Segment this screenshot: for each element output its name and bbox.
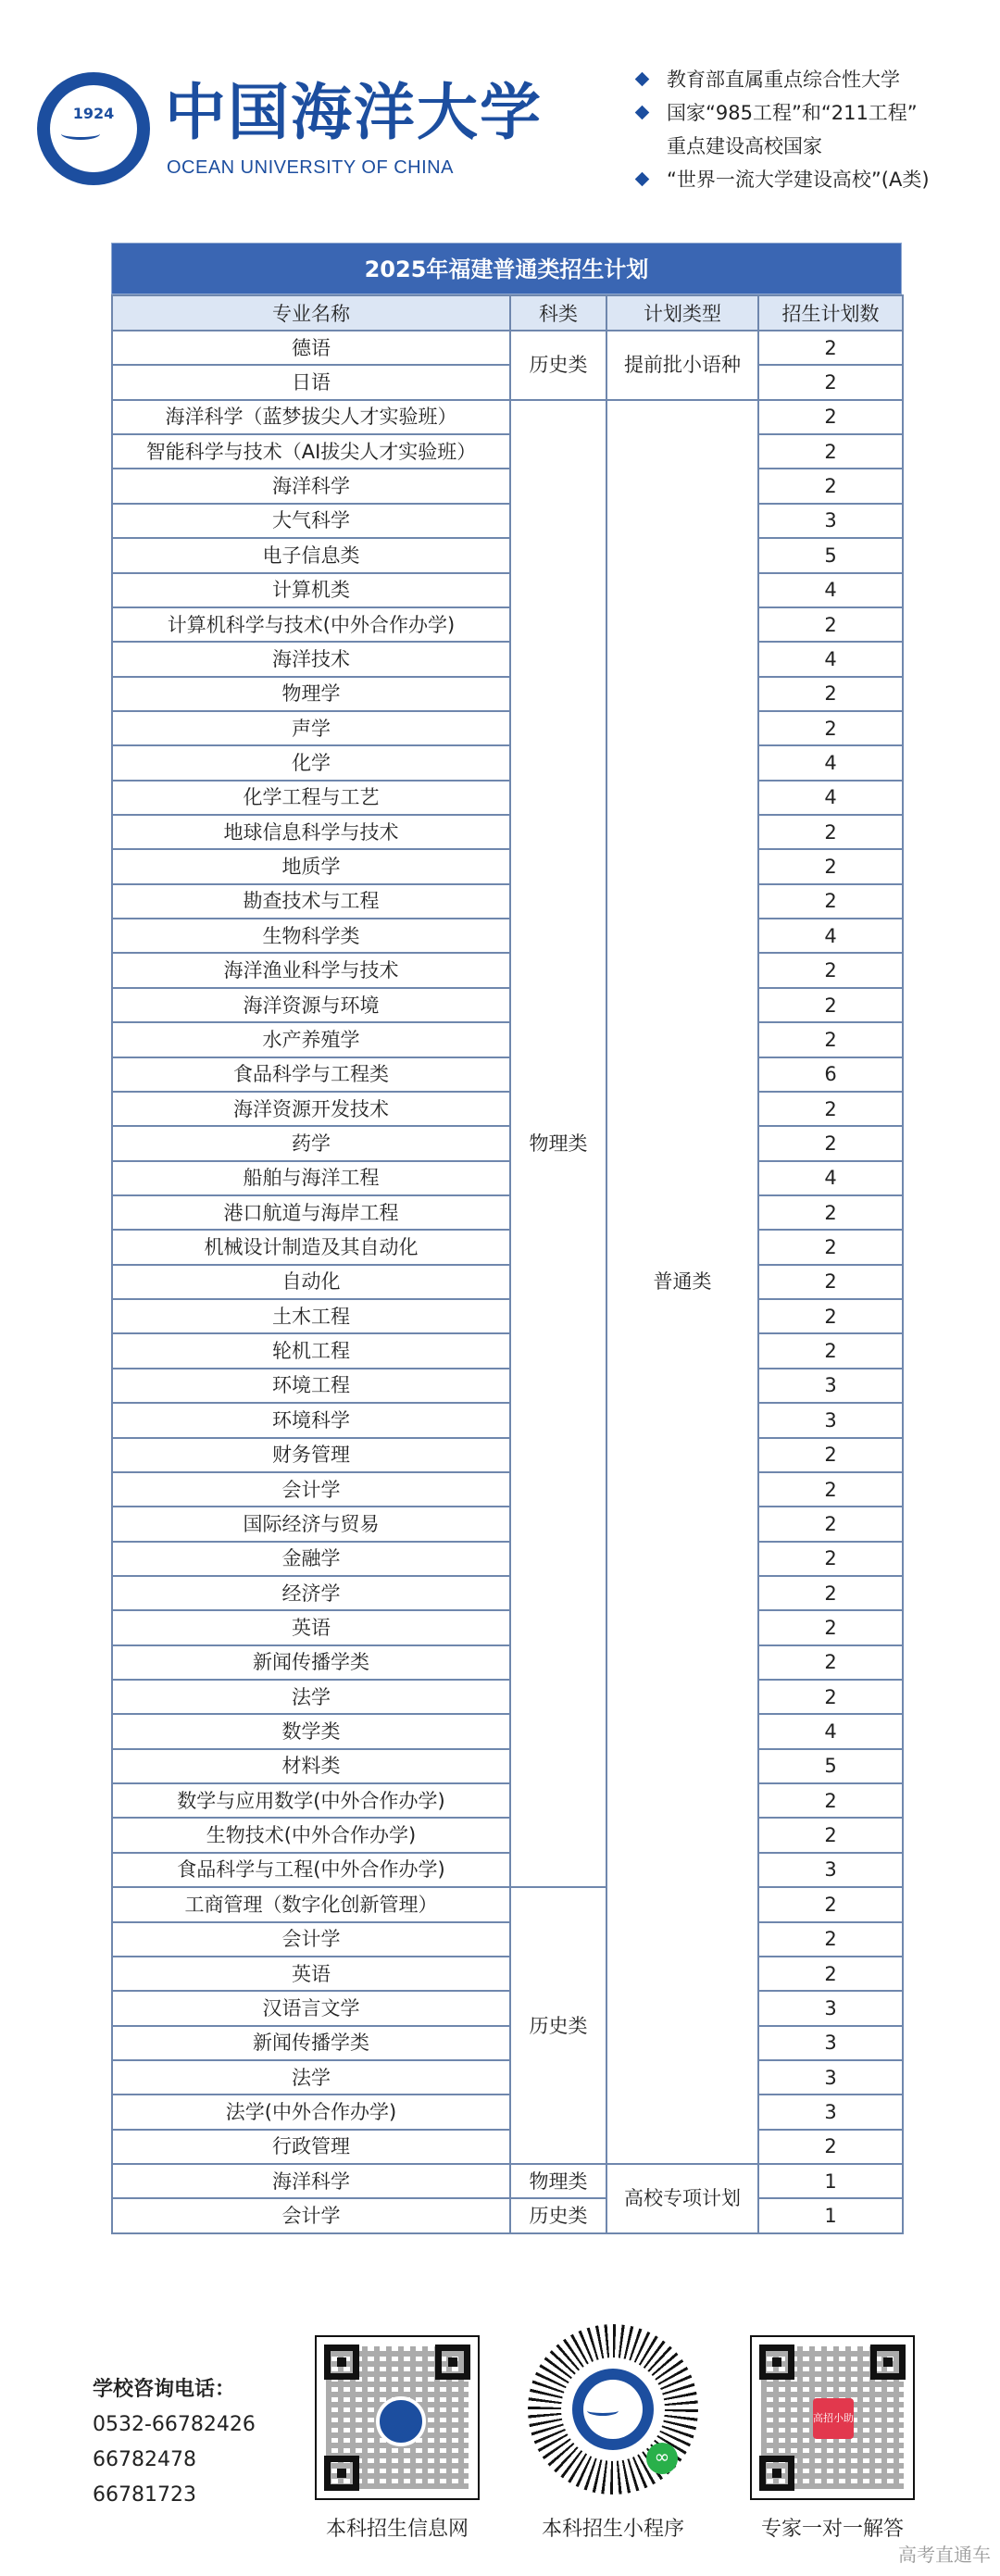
quota-cell: 4 xyxy=(758,781,903,815)
major-cell: 法学 xyxy=(112,2060,510,2095)
quota-cell: 2 xyxy=(758,1126,903,1160)
quota-cell: 2 xyxy=(758,815,903,849)
major-cell: 地球信息科学与技术 xyxy=(112,815,510,849)
quota-cell: 4 xyxy=(758,573,903,607)
major-cell: 物理学 xyxy=(112,677,510,711)
quota-cell: 2 xyxy=(758,1022,903,1057)
quota-cell: 2 xyxy=(758,849,903,883)
major-cell: 港口航道与海岸工程 xyxy=(112,1195,510,1230)
quota-cell: 4 xyxy=(758,642,903,676)
mini-program-icon xyxy=(646,2443,678,2474)
quota-cell: 2 xyxy=(758,1783,903,1818)
table-row xyxy=(112,1576,903,1610)
table-row xyxy=(112,573,903,607)
category-cell: 历史类 xyxy=(510,1887,606,2164)
phone-label: 学校咨询电话： xyxy=(93,2378,236,2401)
quota-cell: 6 xyxy=(758,1057,903,1092)
major-cell: 土木工程 xyxy=(112,1299,510,1333)
table-row xyxy=(112,1333,903,1368)
seal-year: 1924 xyxy=(72,105,115,122)
table-row xyxy=(112,849,903,883)
major-cell: 大气科学 xyxy=(112,504,510,538)
quota-cell: 4 xyxy=(758,919,903,953)
table-row xyxy=(112,1542,903,1576)
major-cell: 海洋资源与环境 xyxy=(112,988,510,1022)
quota-cell: 2 xyxy=(758,469,903,503)
major-cell: 药学 xyxy=(112,1126,510,1160)
phone-number[interactable]: 66781723 xyxy=(93,2483,196,2507)
table-row xyxy=(112,538,903,572)
quota-cell: 2 xyxy=(758,607,903,642)
major-cell: 会计学 xyxy=(112,2198,510,2232)
table-row xyxy=(112,1922,903,1957)
quota-cell: 4 xyxy=(758,1161,903,1195)
major-cell: 自动化 xyxy=(112,1265,510,1299)
major-cell: 机械设计制造及其自动化 xyxy=(112,1230,510,1264)
highlight-item: “世界一流大学建设高校”(A类) xyxy=(630,163,991,196)
quota-cell: 3 xyxy=(758,2026,903,2060)
major-cell: 国际经济与贸易 xyxy=(112,1507,510,1541)
major-cell: 食品科学与工程(中外合作办学) xyxy=(112,1853,510,1887)
table-row xyxy=(112,1887,903,1921)
major-cell: 环境工程 xyxy=(112,1369,510,1403)
quota-cell: 3 xyxy=(758,1991,903,2025)
major-cell: 会计学 xyxy=(112,1922,510,1957)
table-row xyxy=(112,1714,903,1748)
major-cell: 计算机类 xyxy=(112,573,510,607)
major-cell: 智能科学与技术（AI拔尖人才实验班） xyxy=(112,434,510,469)
major-cell: 行政管理 xyxy=(112,2130,510,2164)
category-cell: 物理类 xyxy=(510,2164,606,2198)
table-row xyxy=(112,400,903,434)
table-row xyxy=(112,2130,903,2164)
plan-type-cell: 高校专项计划 xyxy=(606,2164,758,2233)
quota-cell: 3 xyxy=(758,1369,903,1403)
quota-cell: 2 xyxy=(758,988,903,1022)
major-cell: 法学(中外合作办学) xyxy=(112,2095,510,2129)
major-cell: 法学 xyxy=(112,1680,510,1714)
quota-cell: 5 xyxy=(758,538,903,572)
table-row xyxy=(112,1438,903,1472)
major-cell: 轮机工程 xyxy=(112,1333,510,1368)
major-cell: 材料类 xyxy=(112,1749,510,1783)
table-row xyxy=(112,2026,903,2060)
major-cell: 计算机科学与技术(中外合作办学) xyxy=(112,607,510,642)
quota-cell: 3 xyxy=(758,2060,903,2095)
phone-number[interactable]: 66782478 xyxy=(93,2448,196,2471)
quota-cell: 2 xyxy=(758,331,903,365)
quota-cell: 1 xyxy=(758,2198,903,2232)
quota-cell: 1 xyxy=(758,2164,903,2198)
major-cell: 日语 xyxy=(112,365,510,399)
table-row xyxy=(112,1403,903,1437)
major-cell: 海洋技术 xyxy=(112,642,510,676)
major-cell: 船舶与海洋工程 xyxy=(112,1161,510,1195)
table-row xyxy=(112,1195,903,1230)
quota-cell: 2 xyxy=(758,1472,903,1507)
table-row xyxy=(112,2095,903,2129)
quota-cell: 2 xyxy=(758,1887,903,1921)
quota-cell: 2 xyxy=(758,1230,903,1264)
major-cell: 水产养殖学 xyxy=(112,1022,510,1057)
mini-program-code[interactable] xyxy=(528,2324,698,2495)
major-cell: 声学 xyxy=(112,711,510,745)
table-row xyxy=(112,365,903,399)
major-cell: 金融学 xyxy=(112,1542,510,1576)
major-cell: 生物科学类 xyxy=(112,919,510,953)
header-major: 专业名称 xyxy=(112,295,510,331)
quota-cell: 2 xyxy=(758,953,903,987)
major-cell: 生物技术(中外合作办学) xyxy=(112,1818,510,1852)
quota-cell: 2 xyxy=(758,1092,903,1126)
major-cell: 数学与应用数学(中外合作办学) xyxy=(112,1783,510,1818)
major-cell: 电子信息类 xyxy=(112,538,510,572)
phone-number[interactable]: 0532-66782426 xyxy=(93,2413,256,2436)
table-row xyxy=(112,1507,903,1541)
major-cell: 新闻传播学类 xyxy=(112,2026,510,2060)
quota-cell: 4 xyxy=(758,1714,903,1748)
quota-cell: 2 xyxy=(758,400,903,434)
major-cell: 财务管理 xyxy=(112,1438,510,1472)
table-row xyxy=(112,1472,903,1507)
university-name-en: OCEAN UNIVERSITY OF CHINA xyxy=(167,157,454,178)
table-row xyxy=(112,884,903,919)
table-row xyxy=(112,953,903,987)
table-row xyxy=(112,504,903,538)
quota-cell: 2 xyxy=(758,1680,903,1714)
quota-cell: 5 xyxy=(758,1749,903,1783)
table-row xyxy=(112,1783,903,1818)
quota-cell: 2 xyxy=(758,1195,903,1230)
watermark: 高考直通车 xyxy=(898,2544,991,2566)
major-cell: 会计学 xyxy=(112,1472,510,1507)
quota-cell: 2 xyxy=(758,1333,903,1368)
university-name-cn: 中国海洋大学 xyxy=(165,76,543,148)
qr-label-expert: 专家一对一解答 xyxy=(760,2518,904,2541)
table-row xyxy=(112,1369,903,1403)
table-title: 2025年福建普通类招生计划 xyxy=(111,243,902,294)
quota-cell: 2 xyxy=(758,1818,903,1852)
quota-cell: 3 xyxy=(758,2095,903,2129)
table-row xyxy=(112,1299,903,1333)
quota-cell: 2 xyxy=(758,2130,903,2164)
table-row xyxy=(112,781,903,815)
quota-cell: 2 xyxy=(758,1265,903,1299)
quota-cell: 3 xyxy=(758,1403,903,1437)
table-row xyxy=(112,2164,903,2198)
major-cell: 工商管理（数字化创新管理） xyxy=(112,1887,510,1921)
quota-cell: 2 xyxy=(758,1957,903,1991)
quota-cell: 4 xyxy=(758,745,903,780)
table-row xyxy=(112,1265,903,1299)
plan-type-cell: 普通类 xyxy=(606,400,758,2164)
header-quota: 招生计划数 xyxy=(758,295,903,331)
major-cell: 化学工程与工艺 xyxy=(112,781,510,815)
quota-cell: 2 xyxy=(758,1610,903,1644)
table-row xyxy=(112,988,903,1022)
table-row xyxy=(112,1853,903,1887)
table-row xyxy=(112,1818,903,1852)
quota-cell: 2 xyxy=(758,1645,903,1680)
table-row xyxy=(112,607,903,642)
quota-cell: 2 xyxy=(758,365,903,399)
table-row xyxy=(112,1749,903,1783)
table-row xyxy=(112,745,903,780)
major-cell: 英语 xyxy=(112,1957,510,1991)
quota-cell: 2 xyxy=(758,1299,903,1333)
major-cell: 地质学 xyxy=(112,849,510,883)
university-seal-icon xyxy=(572,2369,654,2450)
table-row xyxy=(112,1022,903,1057)
quota-cell: 2 xyxy=(758,711,903,745)
major-cell: 经济学 xyxy=(112,1576,510,1610)
table-row xyxy=(112,1645,903,1680)
category-cell: 历史类 xyxy=(510,331,606,400)
major-cell: 海洋资源开发技术 xyxy=(112,1092,510,1126)
quota-cell: 2 xyxy=(758,677,903,711)
major-cell: 化学 xyxy=(112,745,510,780)
quota-cell: 2 xyxy=(758,1922,903,1957)
table-row xyxy=(112,1680,903,1714)
quota-cell: 2 xyxy=(758,434,903,469)
category-cell: 物理类 xyxy=(510,400,606,1887)
qr-label-mini-program: 本科招生小程序 xyxy=(541,2518,684,2541)
diamond-bullet-icon xyxy=(635,106,650,120)
quota-cell: 2 xyxy=(758,1507,903,1541)
highlight-item: 教育部直属重点综合性大学 xyxy=(630,63,991,96)
major-cell: 勘查技术与工程 xyxy=(112,884,510,919)
table-row xyxy=(112,677,903,711)
diamond-bullet-icon xyxy=(635,72,650,87)
highlight-item: 国家“985工程”和“211工程” xyxy=(630,96,991,130)
table-row xyxy=(112,919,903,953)
plan-type-cell: 提前批小语种 xyxy=(606,331,758,400)
qr-label-website: 本科招生信息网 xyxy=(325,2518,469,2541)
major-cell: 海洋科学 xyxy=(112,469,510,503)
table-row xyxy=(112,815,903,849)
major-cell: 食品科学与工程类 xyxy=(112,1057,510,1092)
quota-cell: 3 xyxy=(758,1853,903,1887)
highlight-item-continued: 重点建设高校国家 xyxy=(667,135,822,157)
table-row xyxy=(112,1957,903,1991)
quota-cell: 2 xyxy=(758,1576,903,1610)
table-row xyxy=(112,642,903,676)
quota-cell: 3 xyxy=(758,504,903,538)
table-row xyxy=(112,1610,903,1644)
university-seal-logo xyxy=(37,72,150,185)
header-plan-type: 计划类型 xyxy=(606,295,758,331)
header-category: 科类 xyxy=(510,295,606,331)
major-cell: 海洋科学（蓝梦拔尖人才实验班） xyxy=(112,400,510,434)
table-row xyxy=(112,1126,903,1160)
table-row xyxy=(112,469,903,503)
table-row xyxy=(112,2198,903,2232)
assistant-badge-icon: 高招小助 xyxy=(813,2398,854,2439)
category-cell: 历史类 xyxy=(510,2198,606,2232)
major-cell: 数学类 xyxy=(112,1714,510,1748)
table-header-row xyxy=(112,295,903,331)
table-row xyxy=(112,1230,903,1264)
quota-cell: 2 xyxy=(758,1438,903,1472)
quota-cell: 2 xyxy=(758,884,903,919)
admissions-website-qr-code[interactable] xyxy=(315,2335,480,2500)
university-seal-icon xyxy=(376,2396,426,2446)
table-row xyxy=(112,2060,903,2095)
enrollment-plan-table xyxy=(111,243,902,2234)
table-row xyxy=(112,711,903,745)
major-cell: 德语 xyxy=(112,331,510,365)
major-cell: 海洋渔业科学与技术 xyxy=(112,953,510,987)
table-row xyxy=(112,1161,903,1195)
highlights-list xyxy=(630,63,991,196)
table-row xyxy=(112,434,903,469)
major-cell: 英语 xyxy=(112,1610,510,1644)
diamond-bullet-icon xyxy=(635,172,650,187)
plan-table xyxy=(111,294,904,2234)
table-row xyxy=(112,331,903,365)
expert-consult-qr-code[interactable] xyxy=(750,2335,915,2500)
header xyxy=(0,0,1000,213)
contact-phones xyxy=(93,2372,256,2513)
major-cell: 海洋科学 xyxy=(112,2164,510,2198)
table-row xyxy=(112,1057,903,1092)
major-cell: 环境科学 xyxy=(112,1403,510,1437)
table-row xyxy=(112,1092,903,1126)
table-row xyxy=(112,1991,903,2025)
major-cell: 新闻传播学类 xyxy=(112,1645,510,1680)
quota-cell: 2 xyxy=(758,1542,903,1576)
major-cell: 汉语言文学 xyxy=(112,1991,510,2025)
